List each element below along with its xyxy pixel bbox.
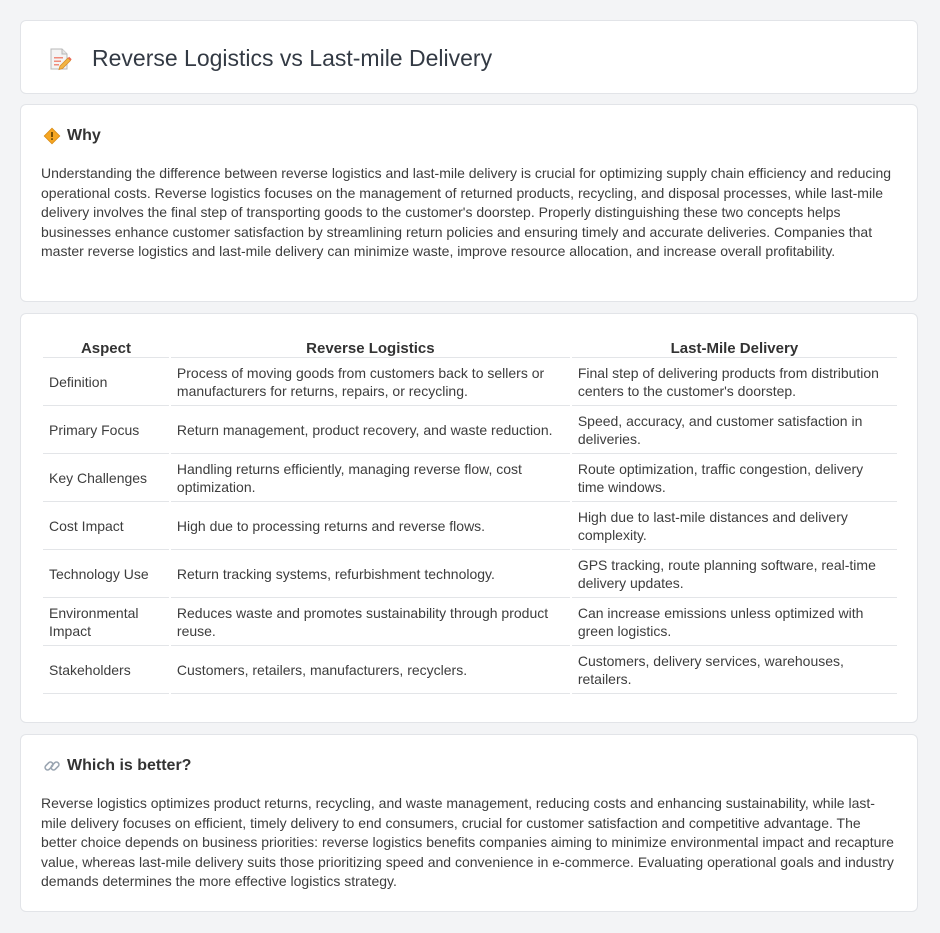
table-header-row <box>43 334 897 358</box>
lastmile-cell: Speed, accuracy, and customer satisfaction in deliveries. <box>572 406 897 454</box>
lastmile-cell: Customers, delivery services, warehouses, retailers. <box>572 646 897 694</box>
lastmile-cell: High due to last-mile distances and delivery complexity. <box>572 502 897 550</box>
aspect-cell: Key Challenges <box>43 454 169 502</box>
why-section <box>20 104 918 302</box>
aspect-cell: Technology Use <box>43 550 169 598</box>
reverse-cell: Return tracking systems, refurbishment technology. <box>171 550 570 598</box>
aspect-cell: Definition <box>43 358 169 406</box>
lastmile-cell: Final step of delivering products from distribution centers to the customer's doorstep. <box>572 358 897 406</box>
reverse-cell: Reduces waste and promotes sustainability through product reuse. <box>171 598 570 646</box>
link-icon <box>43 757 61 775</box>
header-reverse-logistics: Reverse Logistics <box>171 334 570 358</box>
reverse-cell: Process of moving goods from customers back to sellers or manufacturers for returns, repairs, or recycling. <box>171 358 570 406</box>
table-row <box>43 406 897 454</box>
reverse-cell: Handling returns efficiently, managing reverse flow, cost optimization. <box>171 454 570 502</box>
why-heading: Why <box>67 127 101 144</box>
which-is-better-section <box>20 734 918 912</box>
aspect-cell: Stakeholders <box>43 646 169 694</box>
better-heading-row <box>43 757 191 775</box>
comparison-section <box>20 313 918 723</box>
reverse-cell: Customers, retailers, manufacturers, recyclers. <box>171 646 570 694</box>
aspect-cell: Environmental Impact <box>43 598 169 646</box>
better-heading: Which is better? <box>67 757 192 774</box>
table-row <box>43 550 897 598</box>
table-row <box>43 358 897 406</box>
aspect-cell: Cost Impact <box>43 502 169 550</box>
road-sign-icon <box>43 127 61 145</box>
comparison-table <box>41 334 899 694</box>
why-heading-row <box>43 127 101 145</box>
reverse-cell: Return management, product recovery, and waste reduction. <box>171 406 570 454</box>
table-row <box>43 454 897 502</box>
lastmile-cell: Can increase emissions unless optimized with green logistics. <box>572 598 897 646</box>
table-row <box>43 502 897 550</box>
lastmile-cell: GPS tracking, route planning software, real-time delivery updates. <box>572 550 897 598</box>
reverse-cell: High due to processing returns and reverse flows. <box>171 502 570 550</box>
aspect-cell: Primary Focus <box>43 406 169 454</box>
page-title: Reverse Logistics vs Last-mile Delivery <box>92 45 493 71</box>
lastmile-cell: Route optimization, traffic congestion, delivery time windows. <box>572 454 897 502</box>
header-card <box>20 20 918 94</box>
table-row <box>43 646 897 694</box>
table-row <box>43 598 897 646</box>
better-text: Reverse logistics optimizes product returns, recycling, and waste management, reducing costs and enhancing sustainability, while last-mile delivery focuses on efficient, timely delivery to end consumers, crucial for customer satisfaction and competitive advantage. The better choice depends on business priorities: reverse logistics benefits companies aiming to minimize environmental impact and recapture value, whereas last-mile delivery suits those prioritizing speed and convenience in e-commerce. Evaluating operational goals and industry demands determines the more effective logistics strategy. <box>41 795 894 889</box>
header-aspect: Aspect <box>43 334 169 358</box>
document-pencil-icon <box>47 46 73 72</box>
why-text: Understanding the difference between reverse logistics and last-mile delivery is crucial for optimizing supply chain efficiency and reducing operational costs. Reverse logistics focuses on the management of returned products, recycling, and disposal processes, while last-mile delivery involves the final step of transporting goods to the customer's doorstep. Properly distinguishing these two concepts helps businesses enhance customer satisfaction by streamlining return policies and ensuring timely and accurate deliveries. Companies that master reverse logistics and last-mile delivery can minimize waste, improve resource allocation, and increase overall profitability. <box>41 165 892 259</box>
header-last-mile-delivery: Last-Mile Delivery <box>572 334 897 358</box>
